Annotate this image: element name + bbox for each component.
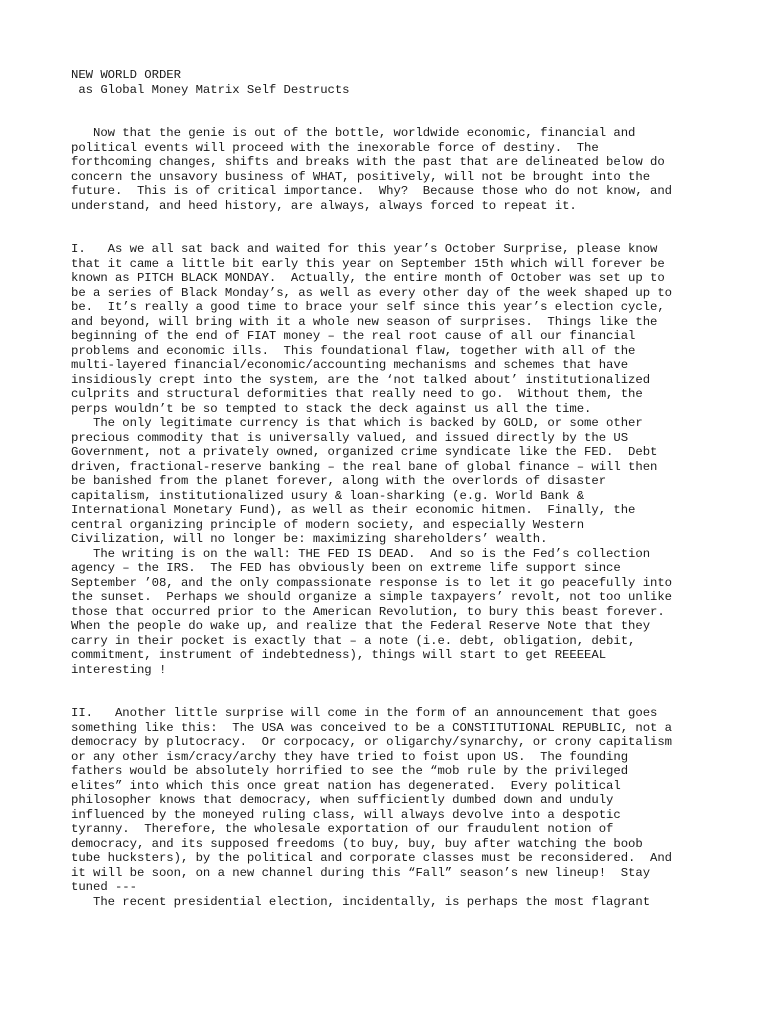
text-line: I. As we all sat back and waited for this year’s October Surprise, please know (71, 242, 658, 256)
text-line: commitment, instrument of indebtedness), things will start to get REEEEAL (71, 648, 607, 662)
text-line: be. It’s really a good time to brace your self since this year’s election cycle, (71, 300, 665, 314)
text-line: interesting ! (71, 662, 167, 677)
text-line: something like this: The USA was conceived to be a CONSTITUTIONAL REPUBLIC, not a (71, 720, 673, 735)
text-line: known as PITCH BLACK MONDAY. Actually, the entire month of October was set up to (71, 271, 665, 285)
blank-line (71, 228, 711, 243)
text-line: The only legitimate currency is that which is backed by GOLD, or some other (71, 416, 643, 430)
blank-line (71, 677, 711, 692)
text-line: fathers would be absolutely horrified to see the “mob rule by the privileged (71, 764, 629, 778)
document-page (71, 68, 711, 909)
text-line: precious commodity that is universally valued, and issued directly by the US (71, 430, 629, 445)
text-line: insidiously crept into the system, are the ‘not talked about’ institutionalized (71, 372, 651, 387)
text-line: the sunset. Perhaps we should organize a simple taxpayers’ revolt, not too unlike (71, 590, 673, 604)
blank-line (71, 112, 711, 127)
document-body (71, 97, 711, 909)
text-line: or any other ism/cracy/archy they have tried to foist upon US. The founding (71, 749, 629, 764)
text-line: International Monetary Fund), as well as their economic hitmen. Finally, the (71, 503, 636, 517)
text-line: influenced by the moneyed ruling class, will always devolve into a despotic (71, 807, 621, 822)
text-line: beginning of the end of FIAT money – the real root cause of all our financial (71, 329, 636, 343)
text-line: II. Another little surprise will come in the form of an announcement that goes (71, 706, 658, 720)
text-line: central organizing principle of modern society, and especially Western (71, 517, 585, 532)
blank-line (71, 213, 711, 228)
text-line: agency – the IRS. The FED has obviously been on extreme life support since (71, 561, 621, 575)
text-line: political events will proceed with the inexorable force of destiny. The (71, 140, 599, 155)
text-line: philosopher knows that democracy, when sufficiently dumbed down and unduly (71, 793, 614, 807)
blank-line (71, 692, 711, 707)
text-line: those that occurred prior to the American Revolution, to bury this beast forever. (71, 604, 665, 619)
paragraph-block (71, 706, 711, 909)
paragraph-block (71, 126, 711, 213)
text-line: tube hucksters), by the political and corporate classes must be reconsidered. And (71, 851, 673, 865)
text-line: understand, and heed history, are always, always forced to repeat it. (71, 198, 577, 213)
text-line: forthcoming changes, shifts and breaks with the past that are delineated below do (71, 155, 665, 169)
text-line: Now that the genie is out of the bottle, worldwide economic, financial and (71, 126, 636, 140)
text-line: September ’08, and the only compassionate response is to let it go peacefully into (71, 575, 673, 590)
text-line: perps wouldn’t be so tempted to stack the deck against us all the time. (71, 401, 592, 416)
text-line: tuned --- (71, 880, 137, 894)
text-line: multi-layered financial/economic/accounting mechanisms and schemes that have (71, 358, 629, 372)
text-line: culprits and structural deformities that really need to go. Without them, the (71, 387, 643, 401)
text-line: elites” into which this once great nation has degenerated. Every political (71, 778, 621, 793)
text-line: When the people do wake up, and realize that the Federal Reserve Note that they (71, 619, 651, 633)
paragraph-block (71, 242, 711, 677)
text-line: be banished from the planet forever, along with the overlords of disaster (71, 474, 607, 488)
text-line: democracy, and its supposed freedoms (to buy, buy, buy after watching the boob (71, 836, 643, 851)
text-line: democracy by plutocracy. Or corpocacy, or oligarchy/synarchy, or crony capitalism (71, 735, 673, 749)
text-line: The writing is on the wall: THE FED IS DEAD. And so is the Fed’s collection (71, 546, 651, 561)
text-line: tyranny. Therefore, the wholesale exportation of our fraudulent notion of (71, 822, 614, 836)
text-line: Government, not a privately owned, organized crime syndicate like the FED. Debt (71, 445, 658, 459)
document-subtitle: as Global Money Matrix Self Destructs (71, 82, 350, 97)
text-line: The recent presidential election, incidentally, is perhaps the most flagrant (71, 894, 651, 909)
blank-line (71, 97, 711, 112)
text-line: and beyond, will bring with it a whole new season of surprises. Things like the (71, 314, 658, 329)
text-line: capitalism, institutionalized usury & loan-sharking (e.g. World Bank & (71, 488, 585, 503)
document-title: NEW WORLD ORDER (71, 68, 181, 82)
text-line: it will be soon, on a new channel during this “Fall” season’s new lineup! Stay (71, 865, 651, 880)
text-line: carry in their pocket is exactly that – a note (i.e. debt, obligation, debit, (71, 633, 636, 648)
text-line: concern the unsavory business of WHAT, positively, will not be brought into the (71, 169, 651, 184)
text-line: future. This is of critical importance. Why? Because those who do not know, and (71, 184, 673, 198)
text-line: be a series of Black Monday’s, as well as every other day of the week shaped up to (71, 285, 673, 300)
text-line: that it came a little bit early this year on September 15th which will forever be (71, 256, 665, 271)
text-line: driven, fractional-reserve banking – the real bane of global finance – will then (71, 459, 658, 474)
text-line: problems and economic ills. This foundational flaw, together with all of the (71, 343, 636, 358)
text-line: Civilization, will no longer be: maximizing shareholders’ wealth. (71, 532, 548, 546)
